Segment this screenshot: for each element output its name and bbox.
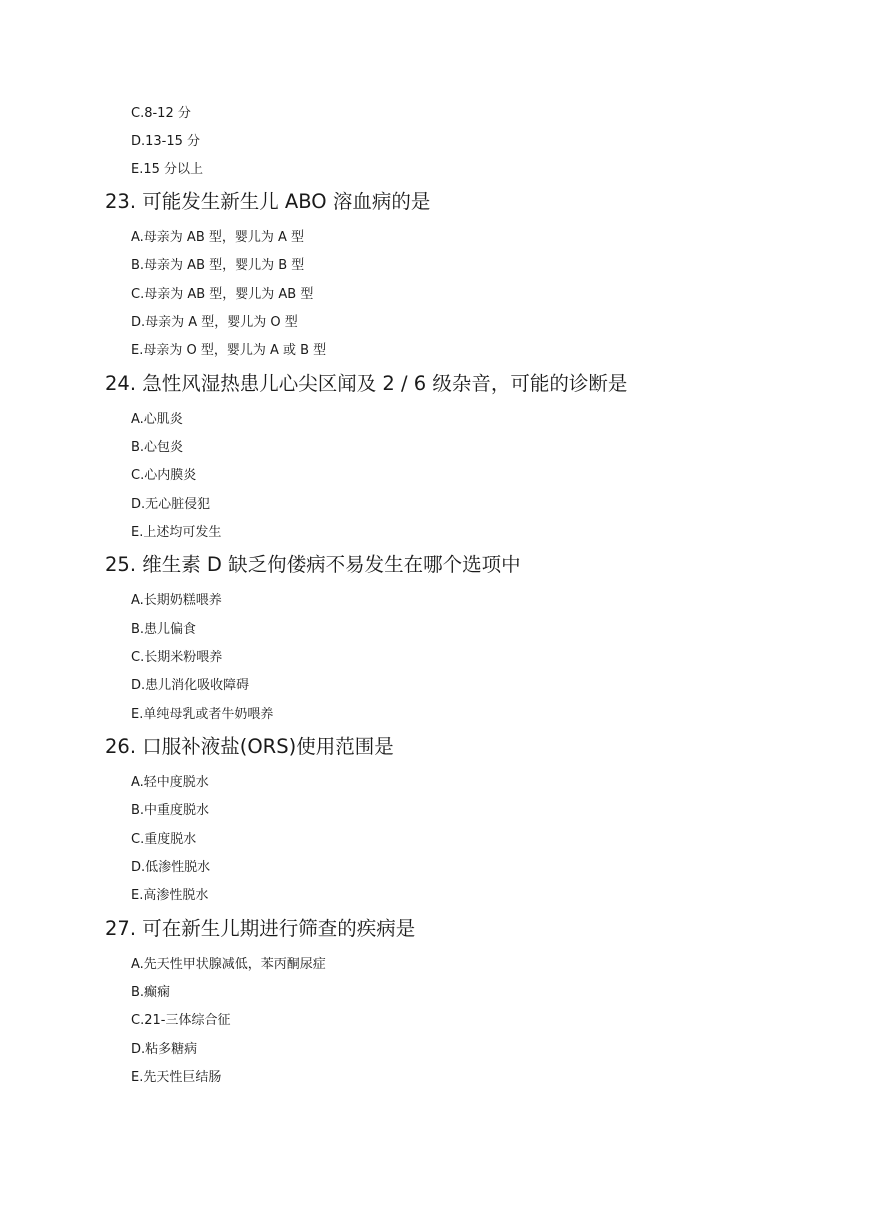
q27-option-a: A.先天性甲状腺减低，苯丙酮尿症 xyxy=(131,957,326,972)
q25-option-c: C.长期米粉喂养 xyxy=(131,650,223,665)
q24-option-b: B.心包炎 xyxy=(131,440,184,455)
option-e-prev: E.15 分以上 xyxy=(131,162,204,177)
q23-option-b: B.母亲为 AB 型，婴儿为 B 型 xyxy=(131,258,305,273)
q27-option-d: D.粘多糖病 xyxy=(131,1042,198,1057)
q25-option-d: D.患儿消化吸收障碍 xyxy=(131,678,250,693)
q26-option-b: B.中重度脱水 xyxy=(131,803,210,818)
q26-option-e: E.高渗性脱水 xyxy=(131,888,209,903)
question-26-title: 26. 口服补液盐(ORS)使用范围是 xyxy=(105,735,394,758)
q24-option-c: C.心内膜炎 xyxy=(131,468,197,483)
option-d-prev: D.13-15 分 xyxy=(131,134,201,149)
q23-option-e: E.母亲为 O 型，婴儿为 A 或 B 型 xyxy=(131,343,327,358)
q27-option-b: B.癫痫 xyxy=(131,985,171,1000)
q26-option-d: D.低渗性脱水 xyxy=(131,860,211,875)
q23-option-c: C.母亲为 AB 型，婴儿为 AB 型 xyxy=(131,287,314,302)
q23-option-a: A.母亲为 AB 型，婴儿为 A 型 xyxy=(131,230,305,245)
q27-option-e: E.先天性巨结肠 xyxy=(131,1070,222,1085)
q26-option-a: A.轻中度脱水 xyxy=(131,775,209,790)
q25-option-e: E.单纯母乳或者牛奶喂养 xyxy=(131,707,274,722)
q24-option-d: D.无心脏侵犯 xyxy=(131,497,211,512)
option-c-prev: C.8-12 分 xyxy=(131,106,191,121)
q26-option-c: C.重度脱水 xyxy=(131,832,197,847)
question-23-title: 23. 可能发生新生儿 ABO 溶血病的是 xyxy=(105,190,431,213)
q27-option-c: C.21-三体综合征 xyxy=(131,1013,231,1028)
q24-option-a: A.心肌炎 xyxy=(131,412,183,427)
question-25-title: 25. 维生素 D 缺乏佝偻病不易发生在哪个选项中 xyxy=(105,553,521,576)
question-27-title: 27. 可在新生儿期进行筛查的疾病是 xyxy=(105,917,416,940)
question-24-title: 24. 急性风湿热患儿心尖区闻及 2 / 6 级杂音，可能的诊断是 xyxy=(105,372,628,395)
q23-option-d: D.母亲为 A 型，婴儿为 O 型 xyxy=(131,315,298,330)
q25-option-a: A.长期奶糕喂养 xyxy=(131,593,222,608)
q25-option-b: B.患儿偏食 xyxy=(131,622,197,637)
q24-option-e: E.上述均可发生 xyxy=(131,525,222,540)
